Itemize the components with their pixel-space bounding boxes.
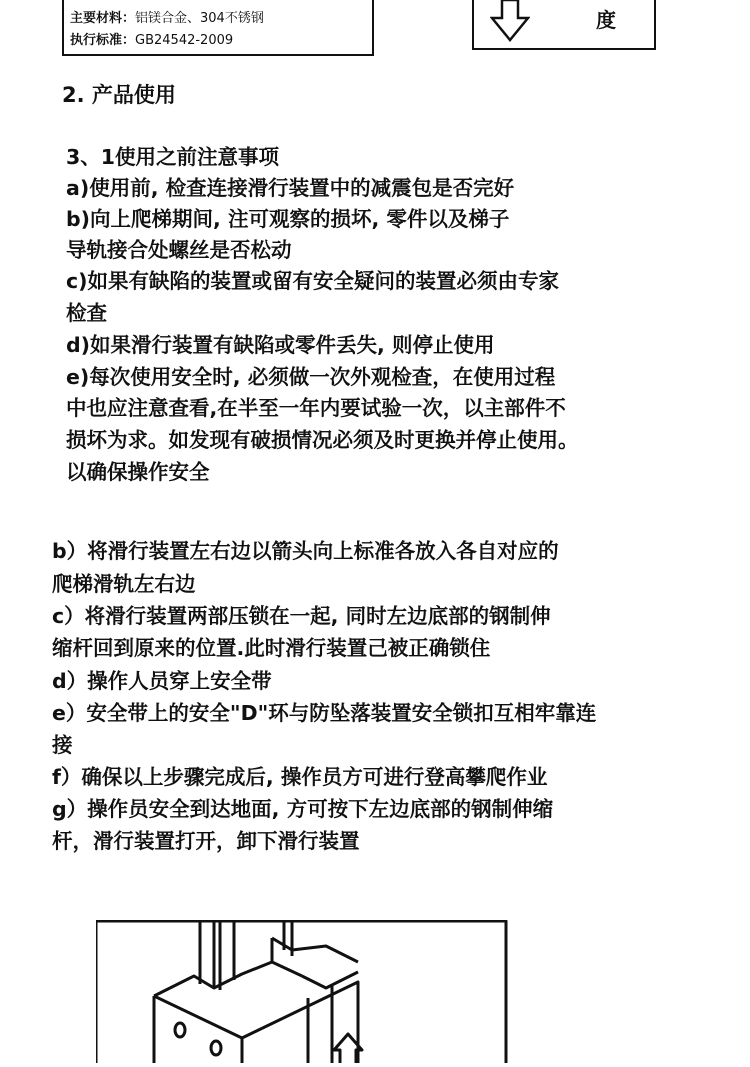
step-line: b）将滑行装置左右边以箭头向上标准各放入各自对应的 <box>52 539 559 563</box>
step-line: c）将滑行装置两部压锁在一起, 同时左边底部的钢制伸 <box>52 604 551 628</box>
precaution-line: 损坏为求。如发现有破损情况必须及时更换并停止使用。 <box>66 428 579 452</box>
precaution-line: e)每次使用安全时, 必须做一次外观检查，在使用过程 <box>66 365 556 389</box>
direction-sign <box>472 0 656 50</box>
step-line: e）安全带上的安全"D"环与防坠落装置安全锁扣互相牢靠连 <box>52 701 597 725</box>
sign-text: 度 <box>596 8 616 32</box>
precaution-line: 检查 <box>66 301 107 325</box>
step-line: 接 <box>52 733 73 757</box>
precaution-line: 中也应注意查看,在半至一年内要试验一次，以主部件不 <box>66 396 566 420</box>
precaution-line: a)使用前, 检查连接滑行装置中的减震包是否完好 <box>66 176 515 200</box>
precaution-line: 导轨接合处螺丝是否松动 <box>66 238 292 262</box>
step-line: f）确保以上步骤完成后, 操作员方可进行登高攀爬作业 <box>52 765 548 789</box>
sliding-device-illustration <box>96 920 508 1067</box>
precaution-line: d)如果滑行装置有缺陷或零件丢失, 则停止使用 <box>66 333 495 357</box>
material-value: 铝镁合金、304不锈钢 <box>135 11 264 26</box>
section-heading: 2. 产品使用 <box>62 83 176 107</box>
down-arrow-icon <box>490 0 530 44</box>
spec-box <box>62 0 374 56</box>
step-line: 爬梯滑轨左右边 <box>52 572 196 596</box>
precaution-line: c)如果有缺陷的装置或留有安全疑问的装置必须由专家 <box>66 269 560 293</box>
step-line: 缩杆回到原来的位置.此时滑行装置己被正确锁住 <box>52 636 491 660</box>
standard-line <box>70 29 233 48</box>
precaution-line: 3、1使用之前注意事项 <box>66 145 280 169</box>
standard-label: 执行标准： <box>70 33 136 48</box>
step-line: d）操作人员穿上安全带 <box>52 669 272 693</box>
step-line: 杆，滑行装置打开，卸下滑行装置 <box>52 829 360 853</box>
material-label: 主要材料： <box>70 11 136 26</box>
step-line: g）操作员安全到达地面, 方可按下左边底部的钢制伸缩 <box>52 797 554 821</box>
material-line <box>70 7 264 26</box>
precaution-line: 以确保操作安全 <box>66 460 210 484</box>
precaution-line: b)向上爬梯期间, 注可观察的损坏, 零件以及梯子 <box>66 207 510 231</box>
standard-value: GB24542-2009 <box>135 33 234 48</box>
device-drawing-icon <box>96 920 508 1063</box>
